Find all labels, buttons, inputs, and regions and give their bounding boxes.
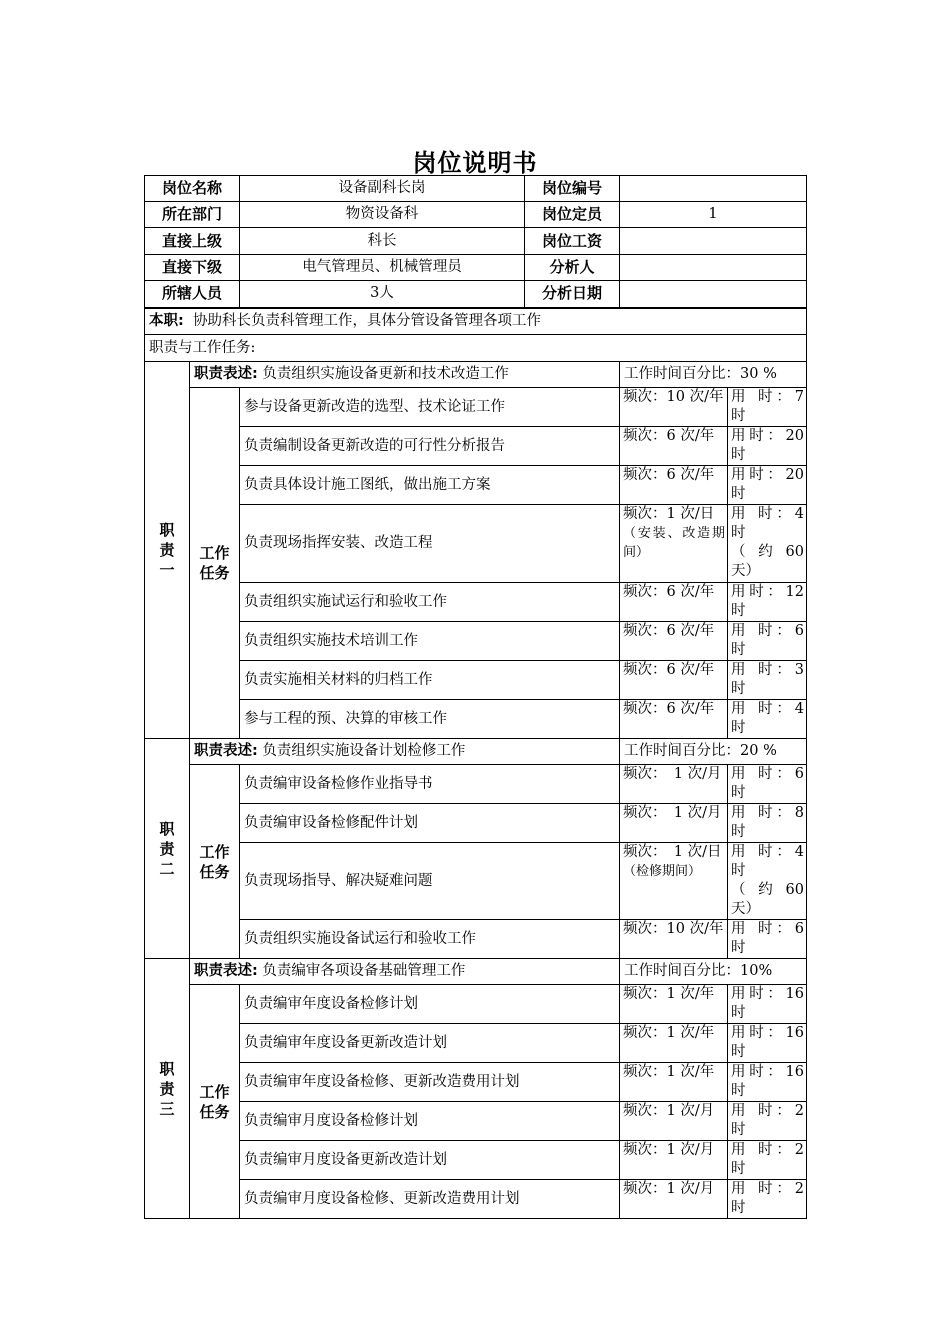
task-time-note: （ 约 60 天） xyxy=(731,882,805,917)
task-text: 负责编审月度设备更新改造计划 xyxy=(240,1141,620,1180)
duty-name-cell xyxy=(145,959,190,1219)
label-cell: 分析人 xyxy=(525,255,620,281)
label-cell: 所辖人员 xyxy=(145,281,240,308)
task-time: 用时：16 时 xyxy=(731,1064,805,1099)
task-frequency-cell xyxy=(620,1141,728,1180)
task-time-cell xyxy=(728,661,807,700)
task-time-cell xyxy=(728,1180,807,1219)
task-frequency-note: （安装、改造期间） xyxy=(623,526,726,560)
task-frequency-cell xyxy=(620,920,728,959)
task-time-cell xyxy=(728,765,807,804)
value-cell: 科长 xyxy=(240,228,525,255)
task-frequency-cell xyxy=(620,1063,728,1102)
duty-desc-label: 职责表述: xyxy=(194,963,258,979)
task-time-cell xyxy=(728,804,807,843)
task-label: 工作任务 xyxy=(199,842,230,881)
duty-percent: 工作时间百分比：10% xyxy=(620,959,807,985)
task-frequency: 频次： 1 次/月 xyxy=(623,805,722,821)
info-row xyxy=(145,255,807,281)
task-row xyxy=(145,765,807,804)
task-time-cell xyxy=(728,466,807,505)
task-row xyxy=(145,661,807,700)
task-time: 用 时：2 时 xyxy=(731,1142,805,1177)
duty-percent: 工作时间百分比：20 % xyxy=(620,739,807,765)
task-frequency-cell xyxy=(620,1180,728,1219)
task-text: 负责具体设计施工图纸，做出施工方案 xyxy=(240,466,620,505)
task-time-cell xyxy=(728,427,807,466)
task-frequency-cell xyxy=(620,843,728,920)
task-time-note: （ 约 60 天） xyxy=(731,544,805,579)
value-cell: 3人 xyxy=(240,281,525,308)
task-text: 负责编审设备检修作业指导书 xyxy=(240,765,620,804)
value-cell: 物资设备科 xyxy=(240,202,525,228)
task-text: 负责现场指挥安装、改造工程 xyxy=(240,505,620,583)
task-row xyxy=(145,985,807,1024)
task-time-cell xyxy=(728,1102,807,1141)
task-time: 用时：20 时 xyxy=(731,428,805,463)
task-row xyxy=(145,427,807,466)
task-frequency: 频次：10 次/年 xyxy=(623,389,724,405)
duty-desc-row xyxy=(145,739,807,765)
label-cell: 岗位工资 xyxy=(525,228,620,255)
task-frequency: 频次：6 次/年 xyxy=(623,584,715,600)
benzhi-label: 本职: xyxy=(149,312,184,329)
duty-desc-text: 负责组织实施设备更新和技术改造工作 xyxy=(262,366,509,382)
task-frequency: 频次： 1 次/日 xyxy=(623,844,722,860)
label-cell: 直接下级 xyxy=(145,255,240,281)
task-row xyxy=(145,583,807,622)
task-text: 负责现场指导、解决疑难问题 xyxy=(240,843,620,920)
task-time: 用 时：6 时 xyxy=(731,623,805,658)
label-cell: 岗位名称 xyxy=(145,176,240,202)
task-time: 用时：20 时 xyxy=(731,467,805,502)
task-row xyxy=(145,1024,807,1063)
task-frequency: 频次：6 次/年 xyxy=(623,662,715,678)
task-text: 负责组织实施技术培训工作 xyxy=(240,622,620,661)
task-text: 负责实施相关材料的归档工作 xyxy=(240,661,620,700)
task-time-cell xyxy=(728,1063,807,1102)
info-row xyxy=(145,176,807,202)
job-description-table xyxy=(144,175,807,1219)
task-frequency: 频次：1 次/日 xyxy=(623,506,715,522)
value-cell xyxy=(620,176,807,202)
task-frequency: 频次：1 次/年 xyxy=(623,1064,715,1080)
task-frequency: 频次：6 次/年 xyxy=(623,623,715,639)
task-time: 用时：12 时 xyxy=(731,584,805,619)
task-frequency: 频次：1 次/年 xyxy=(623,986,715,1002)
task-label-cell xyxy=(190,765,240,959)
task-time: 用 时：3 时 xyxy=(731,662,805,697)
task-row xyxy=(145,1180,807,1219)
task-time-cell xyxy=(728,700,807,739)
task-row xyxy=(145,804,807,843)
task-time: 用时：16 时 xyxy=(731,1025,805,1060)
task-frequency-note: （检修期间） xyxy=(623,864,702,879)
task-frequency: 频次：6 次/年 xyxy=(623,701,715,717)
task-label-cell xyxy=(190,985,240,1219)
benzhi-cell xyxy=(145,308,807,335)
task-row xyxy=(145,466,807,505)
task-text: 负责编审月度设备检修计划 xyxy=(240,1102,620,1141)
duties-intro: 职责与工作任务: xyxy=(145,335,807,362)
duty-desc-row xyxy=(145,959,807,985)
task-text: 负责编审年度设备更新改造计划 xyxy=(240,1024,620,1063)
task-frequency-cell xyxy=(620,804,728,843)
task-frequency: 频次：6 次/年 xyxy=(623,428,715,444)
task-frequency-cell xyxy=(620,661,728,700)
task-time: 用 时：6 时 xyxy=(731,766,805,801)
task-time: 用 时：6 时 xyxy=(731,921,805,956)
task-time-cell xyxy=(728,985,807,1024)
duty-name-cell xyxy=(145,739,190,959)
benzhi-row xyxy=(145,308,807,335)
task-frequency-cell xyxy=(620,505,728,583)
task-frequency-cell xyxy=(620,466,728,505)
task-text: 参与设备更新改造的选型、技术论证工作 xyxy=(240,388,620,427)
task-frequency: 频次： 1 次/月 xyxy=(623,766,722,782)
table-body xyxy=(145,176,807,1219)
label-cell: 所在部门 xyxy=(145,202,240,228)
duty-desc-cell xyxy=(190,959,620,985)
task-time-cell xyxy=(728,1024,807,1063)
page-title: 岗位说明书 xyxy=(412,149,538,177)
task-row xyxy=(145,622,807,661)
task-frequency-cell xyxy=(620,1102,728,1141)
benzhi-text: 协助科长负责科管理工作，具体分管设备管理各项工作 xyxy=(193,312,542,329)
task-row xyxy=(145,505,807,583)
task-text: 负责编制设备更新改造的可行性分析报告 xyxy=(240,427,620,466)
duty-name-cell xyxy=(145,362,190,739)
task-time: 用 时：7 时 xyxy=(731,389,805,424)
task-frequency-cell xyxy=(620,1024,728,1063)
duty-desc-row xyxy=(145,362,807,388)
task-row xyxy=(145,388,807,427)
task-row xyxy=(145,1141,807,1180)
task-text: 负责编审设备检修配件计划 xyxy=(240,804,620,843)
task-time: 用时：16 时 xyxy=(731,986,805,1021)
info-row xyxy=(145,281,807,308)
task-time: 用 时：2 时 xyxy=(731,1181,805,1216)
duty-name: 职责三 xyxy=(159,1059,175,1118)
label-cell: 岗位编号 xyxy=(525,176,620,202)
task-time: 用 时：4 时 xyxy=(731,506,805,541)
label-cell: 分析日期 xyxy=(525,281,620,308)
label-cell: 岗位定员 xyxy=(525,202,620,228)
value-cell xyxy=(620,228,807,255)
task-row xyxy=(145,700,807,739)
duty-desc-cell xyxy=(190,739,620,765)
task-time-cell xyxy=(728,843,807,920)
duty-desc-text: 负责组织实施设备计划检修工作 xyxy=(262,743,466,759)
value-cell: 设备副科长岗 xyxy=(240,176,525,202)
task-text: 参与工程的预、决算的审核工作 xyxy=(240,700,620,739)
task-text: 负责组织实施试运行和验收工作 xyxy=(240,583,620,622)
task-time: 用 时：2 时 xyxy=(731,1103,805,1138)
task-time-cell xyxy=(728,388,807,427)
task-text: 负责编审年度设备检修、更新改造费用计划 xyxy=(240,1063,620,1102)
task-label-cell xyxy=(190,388,240,739)
task-time-cell xyxy=(728,505,807,583)
task-time-cell xyxy=(728,622,807,661)
task-text: 负责编审月度设备检修、更新改造费用计划 xyxy=(240,1180,620,1219)
task-frequency-cell xyxy=(620,622,728,661)
value-cell xyxy=(620,281,807,308)
task-label: 工作任务 xyxy=(199,1082,230,1121)
value-cell: 1 xyxy=(620,202,807,228)
task-frequency-cell xyxy=(620,388,728,427)
duty-desc-cell xyxy=(190,362,620,388)
task-frequency-cell xyxy=(620,700,728,739)
task-row xyxy=(145,1102,807,1141)
duty-desc-label: 职责表述: xyxy=(194,366,258,382)
info-row xyxy=(145,202,807,228)
task-frequency: 频次：1 次/月 xyxy=(623,1181,715,1197)
task-frequency: 频次：6 次/年 xyxy=(623,467,715,483)
duty-name: 职责一 xyxy=(159,521,175,579)
task-frequency-cell xyxy=(620,427,728,466)
duty-desc-label: 职责表述: xyxy=(194,743,258,759)
task-time-cell xyxy=(728,583,807,622)
duty-percent: 工作时间百分比：30 % xyxy=(620,362,807,388)
value-cell: 电气管理员、机械管理员 xyxy=(240,255,525,281)
task-frequency-cell xyxy=(620,765,728,804)
task-row xyxy=(145,843,807,920)
task-time: 用 时：4 时 xyxy=(731,844,805,879)
label-cell: 直接上级 xyxy=(145,228,240,255)
task-text: 负责组织实施设备试运行和验收工作 xyxy=(240,920,620,959)
task-time: 用 时：8 时 xyxy=(731,805,805,840)
task-frequency: 频次：10 次/年 xyxy=(623,921,724,937)
duty-name: 职责二 xyxy=(159,819,175,878)
duty-desc-text: 负责编审各项设备基础管理工作 xyxy=(262,963,466,979)
task-text: 负责编审年度设备检修计划 xyxy=(240,985,620,1024)
task-frequency: 频次：1 次/月 xyxy=(623,1103,715,1119)
task-time: 用 时：4 时 xyxy=(731,701,805,736)
task-time-cell xyxy=(728,1141,807,1180)
task-frequency-cell xyxy=(620,985,728,1024)
task-row xyxy=(145,920,807,959)
info-row xyxy=(145,228,807,255)
task-time-cell xyxy=(728,920,807,959)
task-frequency-cell xyxy=(620,583,728,622)
value-cell xyxy=(620,255,807,281)
task-label: 工作任务 xyxy=(199,544,230,582)
task-frequency: 频次：1 次/月 xyxy=(623,1142,715,1158)
task-row xyxy=(145,1063,807,1102)
task-frequency: 频次：1 次/年 xyxy=(623,1025,715,1041)
duties-intro-row xyxy=(145,335,807,362)
